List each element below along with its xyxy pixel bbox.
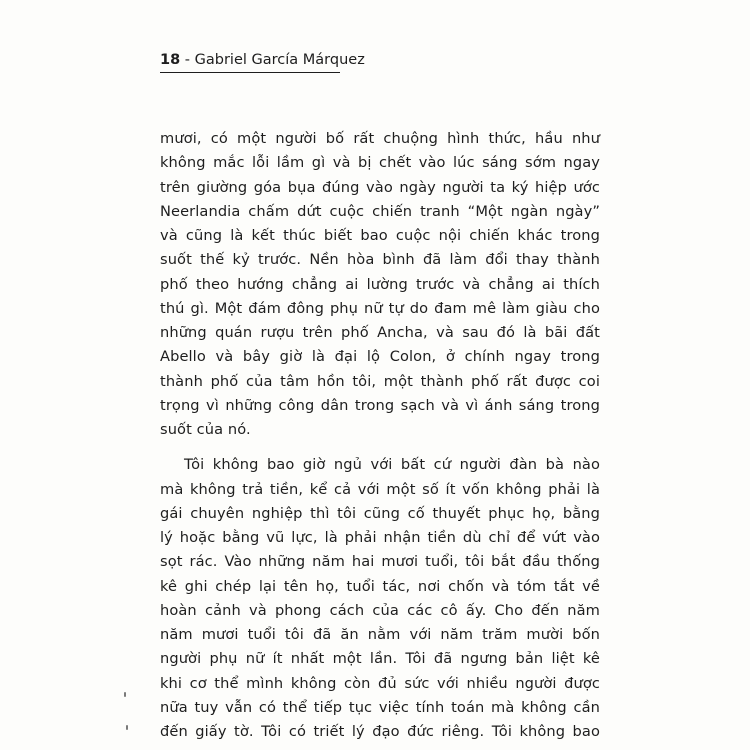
text-line: hoàn cảnh và phong cách của các cô ấy. Cho đến năm: [160, 601, 600, 619]
text-line: phố theo hướng chẳng ai lường trước và chẳng ai thích: [160, 275, 600, 293]
paragraph-1: [160, 127, 600, 442]
text-line: suốt thế kỷ trước. Nền hòa bình đã làm đổi thay thành: [160, 251, 600, 269]
text-line: không mắc lỗi lầm gì và bị chết vào lúc sáng sớm ngay: [160, 154, 600, 172]
running-head: [160, 50, 365, 73]
text-line: kê ghi chép lại tên họ, tuổi tác, nơi chốn và tóm tắt về: [160, 577, 600, 595]
text-line: trọng vì những công dân trong sạch và vì ánh sáng trong: [160, 396, 600, 414]
page-number: 18: [160, 52, 181, 68]
text-line: suốt của nó.: [160, 421, 251, 438]
paragraph-2: [160, 453, 600, 744]
author-name: Gabriel García Márquez: [194, 52, 365, 68]
text-line: thú gì. Một đám đông phụ nữ tự do đam mê làm giàu cho: [160, 299, 600, 317]
text-line: mà không trả tiền, kể cả với một số ít vốn không phải là: [160, 480, 600, 498]
text-line: năm mươi tuổi tôi đã ăn nằm với năm trăm mười bốn: [160, 626, 600, 643]
text-line: Tôi không bao giờ ngủ với bất cứ người đàn bà nào: [184, 456, 600, 474]
text-line: người phụ nữ ít nhất một lần. Tôi đã ngưng bản liệt kê: [160, 650, 600, 668]
text-line: gái chuyên nghiệp thì tôi cũng cố thuyết phục họ, bằng: [160, 504, 600, 522]
scan-speck: [124, 692, 126, 697]
text-line: mươi, có một người bố rất chuộng hình thức, hầu như: [160, 130, 600, 147]
text-line: Neerlandia chấm dứt cuộc chiến tranh “Một ngàn ngày”: [160, 202, 600, 220]
text-line: trên giường góa bụa đúng vào ngày người ta ký hiệp ước: [160, 178, 600, 196]
text-line: và cũng là kết thúc biết bao cuộc nội chiến khác trong: [160, 227, 600, 244]
text-line: lý hoặc bằng vũ lực, là phải nhận tiền dù chỉ để vứt vào: [160, 529, 600, 546]
text-line: đến giấy tờ. Tôi có triết lý đạo đức riêng. Tôi không bao: [160, 723, 600, 740]
body-text: [160, 127, 600, 744]
text-line: thành phố của tâm hồn tôi, một thành phố rất được coi: [160, 372, 600, 390]
paragraph-spacer: [160, 442, 600, 453]
text-line: nữa tuy vẫn có thể tiếp tục việc tính toán mà không cần: [160, 698, 600, 716]
scan-speck: [126, 725, 128, 730]
text-line: Abello và bây giờ là đại lộ Colon, ở chính ngay trong: [160, 348, 600, 366]
text-line: khi cơ thể mình không còn đủ sức với nhiều người được: [160, 674, 600, 692]
text-line: những quán rượu trên phố Ancha, và sau đó là bãi đất: [160, 324, 600, 341]
text-line: sọt rác. Vào những năm hai mươi tuổi, tôi bắt đầu thống: [160, 553, 600, 571]
header-separator: -: [180, 52, 195, 68]
